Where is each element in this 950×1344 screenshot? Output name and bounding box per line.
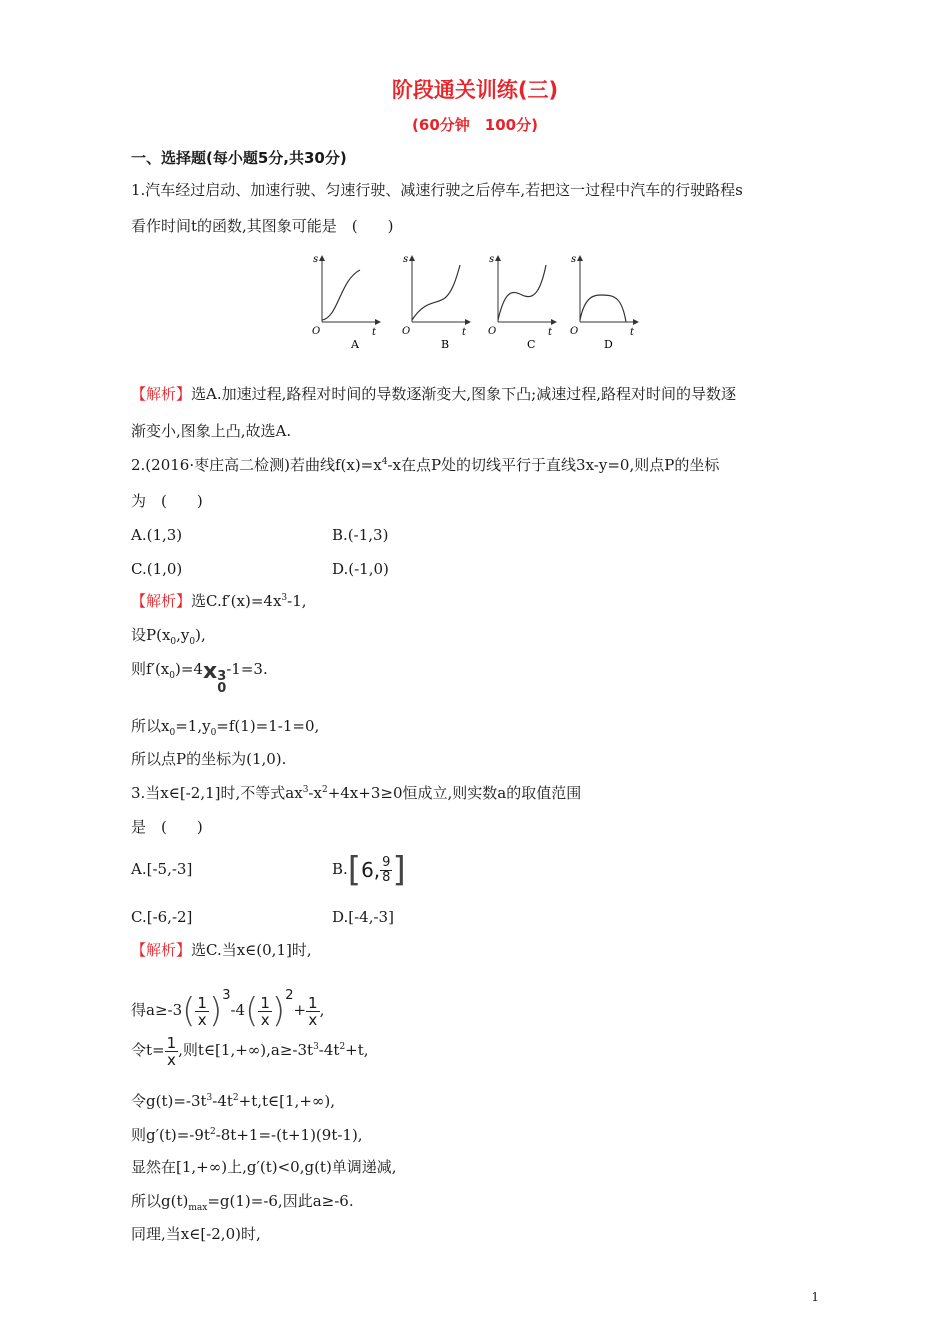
graph-b-label: B [441, 338, 450, 351]
graph-d-y-label: s [571, 254, 577, 265]
graph-d-origin: O [570, 326, 579, 337]
graph-b-x-label: t [462, 327, 467, 338]
q3-option-b: B.[6, $\frac{9}{8}$ ] [332, 850, 406, 890]
q2-option-a: A.(1,3) [131, 526, 183, 544]
graph-b-y-label: s [403, 254, 409, 265]
graph-b-origin: O [402, 326, 411, 337]
section-heading: 一、选择题(每小题5分,共30分) [131, 149, 347, 167]
graph-c-x-label: t [548, 327, 553, 338]
solution-tag: 【解析】 [131, 941, 192, 959]
graph-c-origin: O [488, 326, 497, 337]
q3-solution-line5: 则$g'(t)=-9t^2-8t+1=-(t+1)(9t-1)$, [131, 1126, 363, 1144]
q3-solution-line1: 【解析】选C.当x∈(0,1]时, [131, 941, 312, 959]
graph-d [570, 254, 638, 351]
graph-b [402, 254, 470, 351]
graph-a-x-label: t [372, 327, 377, 338]
graph-d-label: D [604, 338, 613, 351]
graph-c-y-label: s [489, 254, 495, 265]
page-subtitle: (60分钟 100分) [412, 116, 538, 134]
q1-solution-line1: 【解析】选A.加速过程,路程对时间的导数逐渐变大,图象下凸;减速过程,路程对时间的导数逐 [131, 385, 736, 403]
q1-stem-line1: 1.汽车经过启动、加速行驶、匀速行驶、减速行驶之后停车,若把这一过程中汽车的行驶路程s [131, 181, 743, 199]
q3-stem-line2: 是 ( ) [131, 818, 203, 836]
q2-solution-line2: 设$P(x_0,y_0)$, [131, 626, 206, 647]
x0-cubed-image: x 3 0 [202, 659, 227, 696]
q3-solution-line6: 显然在[1,+∞)上,g′(t)<0,g(t)单调递减, [131, 1158, 397, 1176]
q3-stem-line1: 3.当x∈[-2,1]时,不等式$ax^3-x^2+4x+3\ge 0$恒成立,则实数a的取值范围 [131, 784, 582, 802]
q3-option-a: A.[-5,-3] [131, 860, 193, 878]
q3-solution-line3: 令t= $\frac{1}{x}$ ,则$t\in[1,+\infty),a\ge-3t^3-4t^2+t$, [131, 1033, 369, 1069]
q1-solution-line2: 渐变小,图象上凸,故选A. [131, 422, 292, 440]
graph-d-x-label: t [630, 327, 635, 338]
graph-a-y-label: s [313, 254, 319, 265]
q3-solution-line8: 同理,当x∈[-2,0)时, [131, 1225, 261, 1243]
q3-solution-line4: 令$g(t)=-3t^3-4t^2+t,t\in[1,+\infty)$, [131, 1092, 335, 1110]
q2-solution-line5: 所以点P的坐标为(1,0). [131, 750, 287, 768]
q2-stem-line2: 为 ( ) [131, 492, 203, 510]
graph-a [312, 254, 380, 351]
page-title: 阶段通关训练(三) [391, 78, 559, 102]
q2-stem-line1: 2.(2016·枣庄高二检测)若曲线$f(x)=x^4-x$在点P处的切线平行于直线3x-y=0,则点P的坐标 [131, 456, 720, 474]
graph-a-origin: O [312, 326, 321, 337]
graph-a-label: A [351, 338, 359, 351]
q1-graphs [300, 250, 650, 360]
solution-tag: 【解析】 [131, 385, 192, 403]
q3-solution-line2: 得a≥-3( $\frac{1}{x}$ )3-4( $\frac{1}{x}$ )2+ $\frac{1}{x}$ , [131, 988, 325, 1031]
q3-option-c: C.[-6,-2] [131, 908, 193, 926]
q1-stem-line2: 看作时间t的函数,其图象可能是 ( ) [131, 217, 394, 235]
graph-c-label: C [527, 338, 536, 351]
q2-option-b: B.(-1,3) [332, 526, 389, 544]
solution-tag: 【解析】 [131, 592, 192, 610]
page-number: 1 [811, 1290, 819, 1304]
q2-option-c: C.(1,0) [131, 560, 183, 578]
q2-solution-line3: 则$f'(x_0)=4x$ 3 0 -1=3. [131, 659, 268, 696]
q2-solution-line4: 所以$x_0=1,y_0=f(1)=1-1=0$, [131, 717, 320, 738]
graph-c [488, 254, 556, 351]
q2-option-d: D.(-1,0) [332, 560, 389, 578]
q3-option-d: D.[-4,-3] [332, 908, 394, 926]
q3-solution-line7: 所以$g(t)_{max}=g(1)=-6$,因此a≥-6. [131, 1192, 354, 1213]
q2-solution-line1: 【解析】选$C.f'(x)=4x^3-1$, [131, 592, 307, 610]
